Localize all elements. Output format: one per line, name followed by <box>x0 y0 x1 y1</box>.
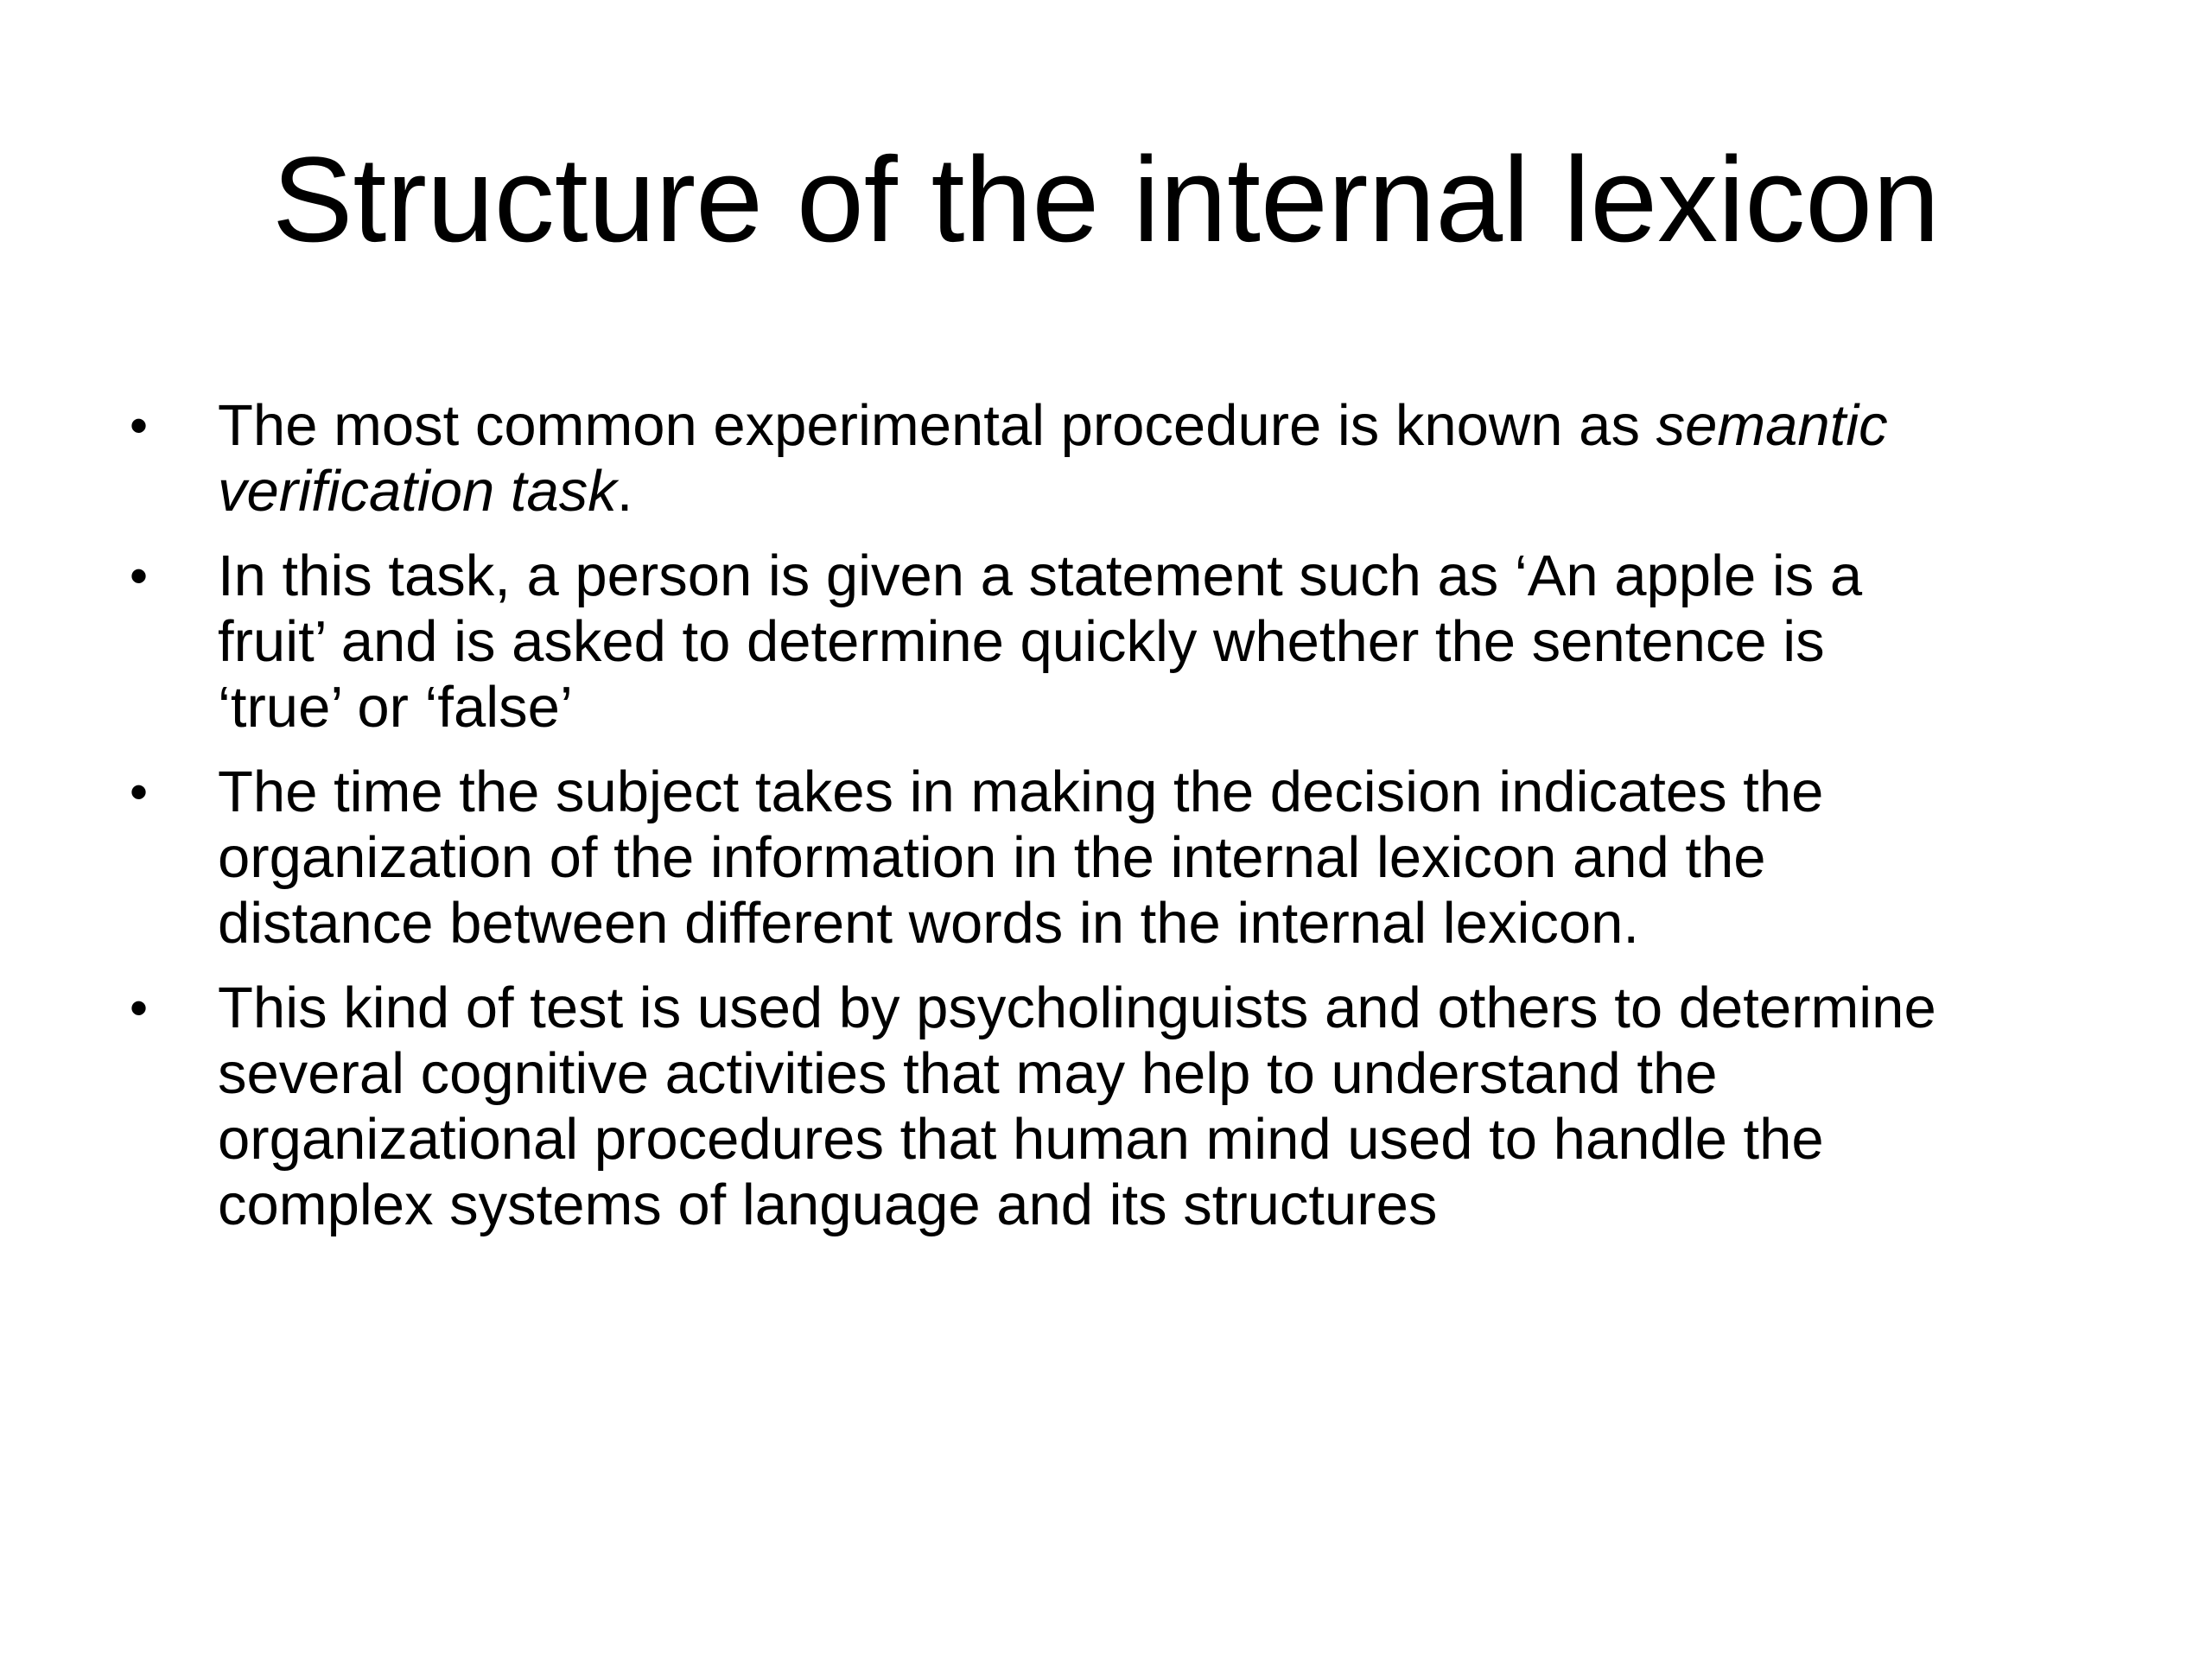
bullet-text <box>218 976 2117 1238</box>
bullet-item <box>130 543 2117 741</box>
bullet-line: complex systems of language and its structures <box>218 1173 1438 1237</box>
bullet-icon: • <box>130 397 149 454</box>
slide-title: Structure of the internal lexicon <box>272 131 1940 267</box>
bullet-text <box>218 760 2117 957</box>
bullet-icon: • <box>130 979 149 1037</box>
bullet-line: The time the subject takes in making the decision indicates the <box>218 760 1824 824</box>
bullet-line: ‘true’ or ‘false’ <box>218 675 573 740</box>
bullet-line: This kind of test is used by psycholinguists and others to determine <box>218 976 1936 1040</box>
bullet-item <box>130 760 2117 957</box>
bullet-icon: • <box>130 763 149 821</box>
bullet-item <box>130 976 2117 1238</box>
bullet-line <box>218 393 2117 459</box>
bullet-text <box>218 543 2117 741</box>
bullet-line: In this task, a person is given a statement such as ‘An apple is a <box>218 543 1863 608</box>
emphasis-text: verification task <box>218 459 617 524</box>
line-text: . <box>616 459 633 524</box>
bullet-line: fruit’ and is asked to determine quickly whether the sentence is <box>218 609 1825 674</box>
bullet-list <box>130 393 2117 1257</box>
bullet-line: several cognitive activities that may help to understand the <box>218 1041 1718 1106</box>
bullet-item <box>130 393 2117 524</box>
emphasis-text: semantic <box>1656 393 1888 458</box>
bullet-line: distance between different words in the internal lexicon. <box>218 891 1639 956</box>
bullet-text <box>218 393 2117 524</box>
bullet-line <box>218 459 2117 524</box>
line-text: The most common experimental procedure is known as <box>218 393 1656 458</box>
bullet-line: organizational procedures that human mind used to handle the <box>218 1107 1824 1172</box>
bullet-line: organization of the information in the internal lexicon and the <box>218 825 1766 890</box>
bullet-icon: • <box>130 547 149 605</box>
